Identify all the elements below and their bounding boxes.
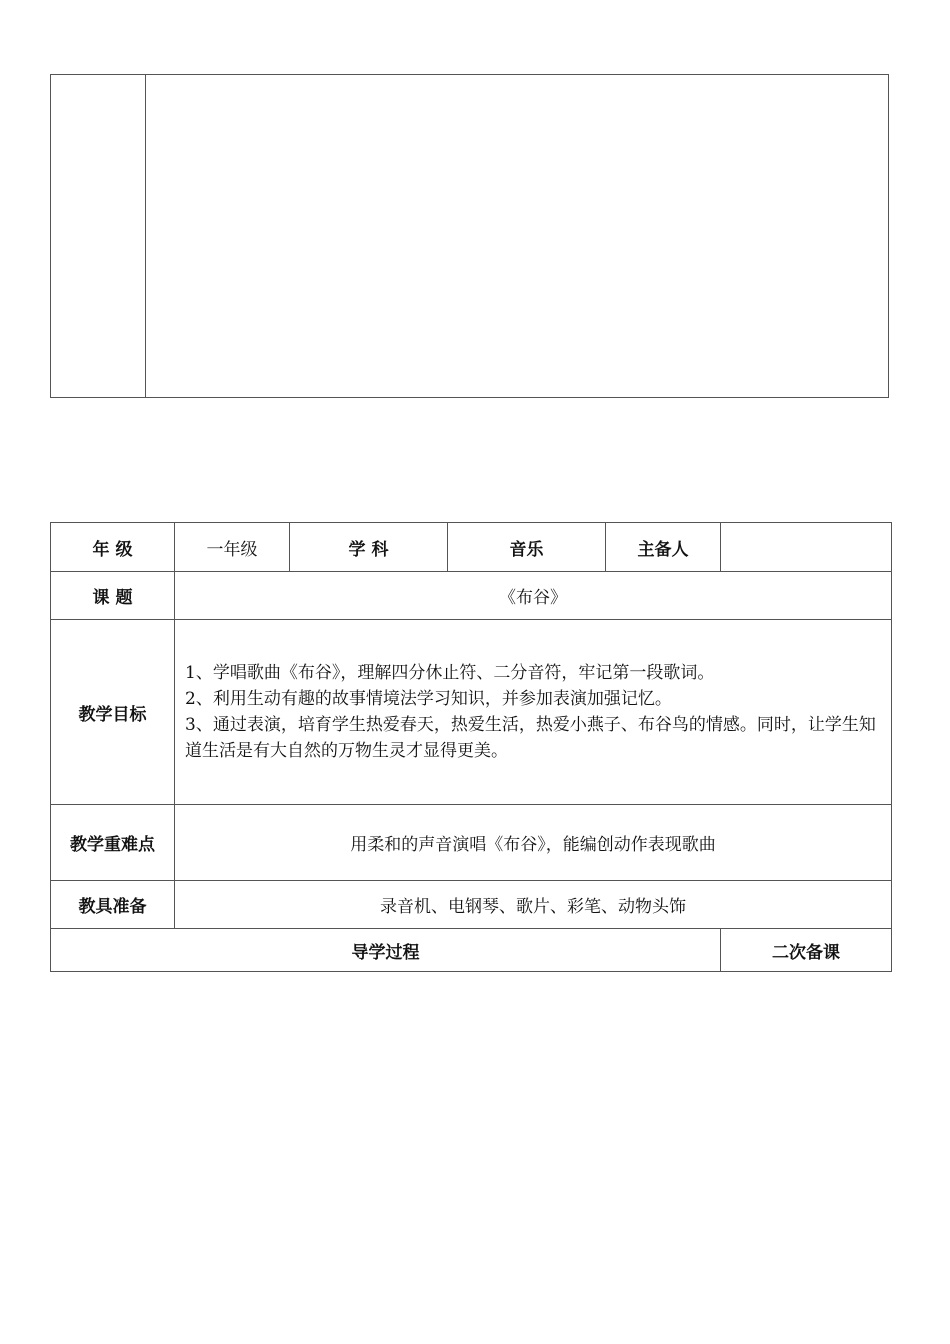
topic-value: 《布谷》 (175, 572, 892, 620)
top-table-right-cell (146, 75, 889, 398)
process-label: 导学过程 (51, 929, 721, 972)
objective-item: 2、利用生动有趣的故事情境法学习知识，并参加表演加强记忆。 (185, 689, 672, 709)
preparer-value (721, 523, 892, 572)
objectives-label: 教学目标 (51, 620, 175, 805)
materials-label: 教具准备 (51, 881, 175, 929)
objective-item: 3、通过表演，培育学生热爱春天，热爱生活，热爱小燕子、布谷鸟的情感。同时，让学生知道生活是有大自然的万物生灵才显得更美。 (185, 715, 876, 761)
key-points-label: 教学重难点 (51, 805, 175, 881)
grade-label: 年 级 (51, 523, 175, 572)
subject-value: 音乐 (448, 523, 606, 572)
materials-value: 录音机、电钢琴、歌片、彩笔、动物头饰 (175, 881, 892, 929)
preparer-label: 主备人 (606, 523, 721, 572)
lesson-plan-table (50, 522, 892, 972)
top-table-left-cell (51, 75, 146, 398)
subject-label: 学 科 (290, 523, 448, 572)
objective-item: 1、学唱歌曲《布谷》，理解四分休止符、二分音符，牢记第一段歌词。 (185, 663, 715, 683)
objectives-cell (175, 620, 892, 805)
topic-label: 课 题 (51, 572, 175, 620)
second-prep-label: 二次备课 (721, 929, 892, 972)
grade-value: 一年级 (175, 523, 290, 572)
top-table (50, 74, 889, 398)
key-points-value: 用柔和的声音演唱《布谷》，能编创动作表现歌曲 (175, 805, 892, 881)
